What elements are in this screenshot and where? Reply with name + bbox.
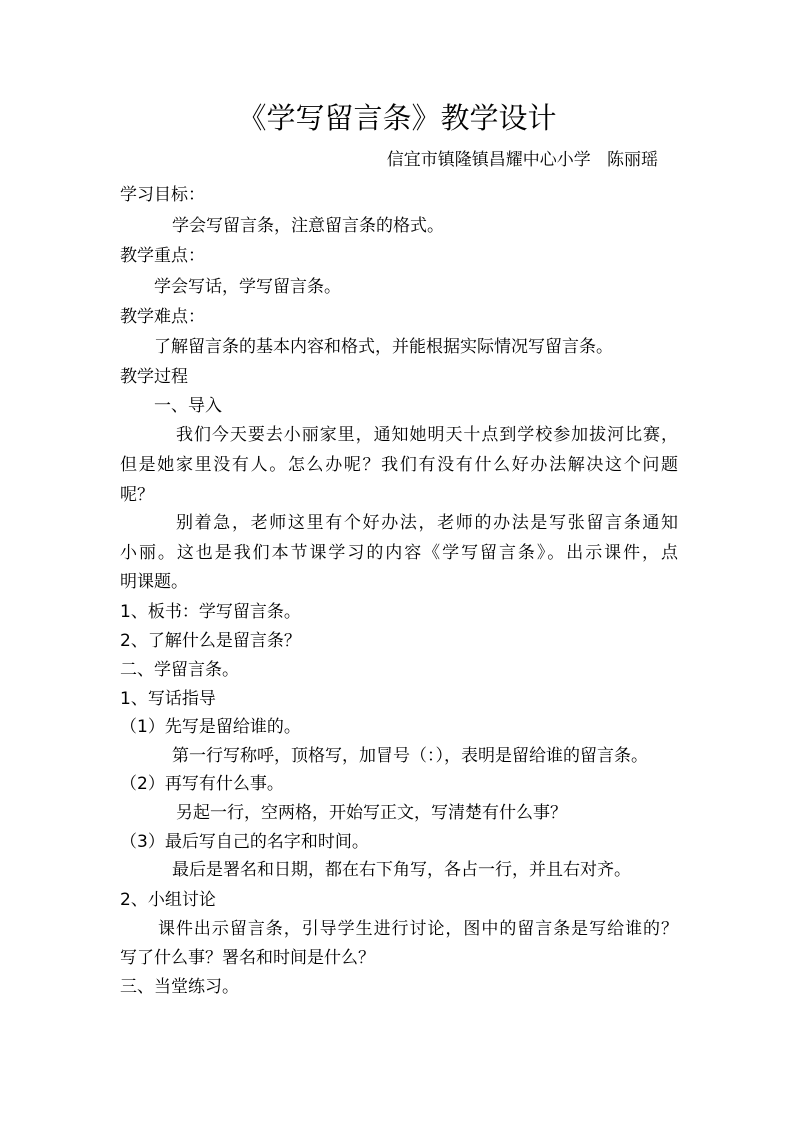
- list-item: 2、小组讨论: [120, 890, 216, 910]
- paragraph-line: 学会写留言条，注意留言条的格式。: [172, 216, 444, 236]
- section-intro: 一、导入: [154, 396, 222, 416]
- heading-difficulties: 教学难点：: [120, 307, 205, 327]
- paragraph-line: 最后是署名和日期，都在右下角写，各占一行，并且右对齐。: [172, 860, 631, 880]
- paragraph-line: 学会写话，学写留言条。: [154, 277, 341, 297]
- list-item: 1、板书：学写留言条。: [120, 602, 301, 622]
- paragraph-line: 小丽。这也是我们本节课学习的内容《学写留言条》。出示课件，点: [120, 543, 678, 563]
- paragraph-line: 呢？: [120, 485, 154, 505]
- list-item: （3）最后写自己的名字和时间。: [120, 832, 369, 852]
- paragraph-line: 课件出示留言条，引导学生进行讨论，图中的留言条是写给谁的？: [158, 919, 678, 939]
- author-line: 信宜市镇隆镇昌耀中心小学 陈丽瑶: [386, 150, 658, 170]
- section-heading: 二、学留言条。: [120, 660, 239, 680]
- heading-process: 教学过程: [120, 367, 188, 387]
- paragraph-line: 别着急，老师这里有个好办法，老师的办法是写张留言条通知: [176, 513, 678, 533]
- paragraph-line: 了解留言条的基本内容和格式，并能根据实际情况写留言条。: [154, 337, 613, 357]
- list-item: 1、写话指导: [120, 689, 216, 709]
- document-title: 《学写留言条》教学设计: [237, 101, 557, 135]
- list-item: 2、了解什么是留言条？: [120, 631, 301, 651]
- paragraph-line: 另起一行，空两格，开始写正文，写清楚有什么事？: [176, 803, 567, 823]
- heading-learning-goals: 学习目标：: [120, 185, 205, 205]
- list-item: （1）先写是留给谁的。: [120, 717, 301, 737]
- section-heading: 三、当堂练习。: [120, 977, 239, 997]
- heading-key-points: 教学重点：: [120, 246, 205, 266]
- paragraph-line: 第一行写称呼，顶格写，加冒号（：），表明是留给谁的留言条。: [172, 746, 648, 766]
- paragraph-line: 写了什么事？署名和时间是什么？: [120, 948, 375, 968]
- paragraph-line: 明课题。: [120, 572, 188, 592]
- paragraph-line: 但是她家里没有人。怎么办呢？我们有没有什么好办法解决这个问题: [120, 455, 678, 475]
- paragraph-line: 我们今天要去小丽家里，通知她明天十点到学校参加拔河比赛，: [176, 425, 678, 445]
- list-item: （2）再写有什么事。: [120, 774, 284, 794]
